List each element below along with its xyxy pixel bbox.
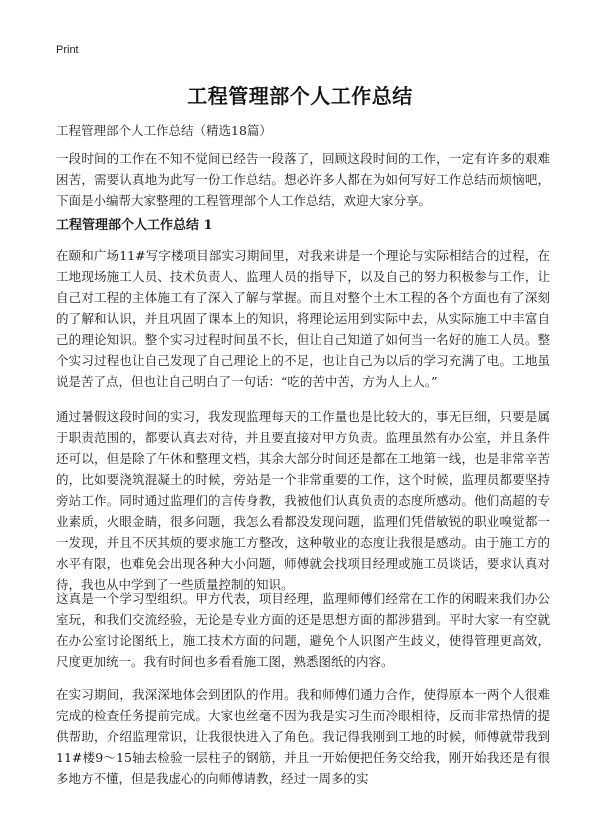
page-title: 工程管理部个人工作总结 bbox=[187, 84, 413, 108]
body-paragraph: 在实习期间，我深深地体会到团队的作用。我和师傅们通力合作，使得原本一两个人很难完成的检查任务提前完成。大家也丝毫不因为我是实习生而冷眼相待，反而非常热情的提供帮助，介绍监理常识，让我很快进入了角色。我记得我刚到工地的时候，师傅就带我到11#楼9～15轴去检验一层柱子的钢筋，并且一开始便把任务交给我，刚开始我还是有很多地方不懂，但是我虚心的向师傅请教，经过一周多的实 bbox=[56, 687, 550, 786]
body-paragraph: 这真是一个学习型组织。甲方代表，项目经理，监理师傅们经常在工作的闲暇来我们办公室玩，和我们交流经验，无论是专业方面的还是思想方面的都涉猎到。平时大家一有空就在办公室讨论图纸上，施工技术方面的问题，避免个人识图产生歧义，使得管理更高效，尺度更加统一。我有时间也多看看施工图，熟悉图纸的内容。 bbox=[56, 591, 550, 669]
body-paragraph: 通过暑假这段时间的实习，我发现监理每天的工作量也是比较大的，事无巨细，只要是属于职责范围的，都要认真去对待，并且要直接对甲方负责。监理虽然有办公室，并且条件还可以，但是除了午休和整理文档，其余大部分时间还是都在工地第一线，也是非常辛苦的，比如要浇筑混凝土的时候，旁站是一个非常重要的工作，这个时候，监理员都要坚持旁站工作。同时通过监理们的言传身教，我被他们认真负责的态度所感动。他们高超的专业素质，火眼金睛，很多问题，我怎么看都没发现问题，监理们凭借敏锐的职业嗅觉都一一发现，并且不厌其烦的要求施工方整改，这种敬业的态度让我很是感动。由于施工方的水平有限，也难免会出现各种大小问题，师傅就会找项目经理或施工员谈话，要求认真对待，我也从中学到了一些质量控制的知识。 bbox=[56, 409, 550, 592]
print-link[interactable]: Print bbox=[56, 44, 79, 56]
section-heading: 工程管理部个人工作总结 1 bbox=[56, 218, 213, 233]
intro-paragraph: 一段时间的工作在不知不觉间已经告一段落了，回顾这段时间的工作，一定有许多的艰难困苦，需要认真地为此写一份工作总结。想必许多人都在为如何写好工作总结而烦恼吧，下面是小编帮大家整理的工程管理部个人工作总结，欢迎大家分享。 bbox=[56, 151, 550, 208]
body-paragraph: 在颐和广场11#写字楼项目部实习期间里，对我来讲是一个理论与实际相结合的过程，在工地现场施工人员、技术负责人、监理人员的指导下，以及自己的努力积极参与工作，让自己对工程的主体施工有了深入了解与掌握。而且对整个土木工程的各个方面也有了深刻的了解和认识，并且巩固了课本上的知识，将理论运用到实际中去，从实际施工中丰富自己的理论知识。整个实习过程时间虽不长，但让自己知道了如何当一名好的施工人员。整个实习过程也让自己发现了自己理论上的不足，也让自己为以后的学习充满了电。工地虽说是苦了点，但也让自己明白了一句话：“吃的苦中苦，方为人上人。” bbox=[56, 248, 550, 389]
document-subtitle: 工程管理部个人工作总结（精选18篇） bbox=[56, 123, 272, 138]
